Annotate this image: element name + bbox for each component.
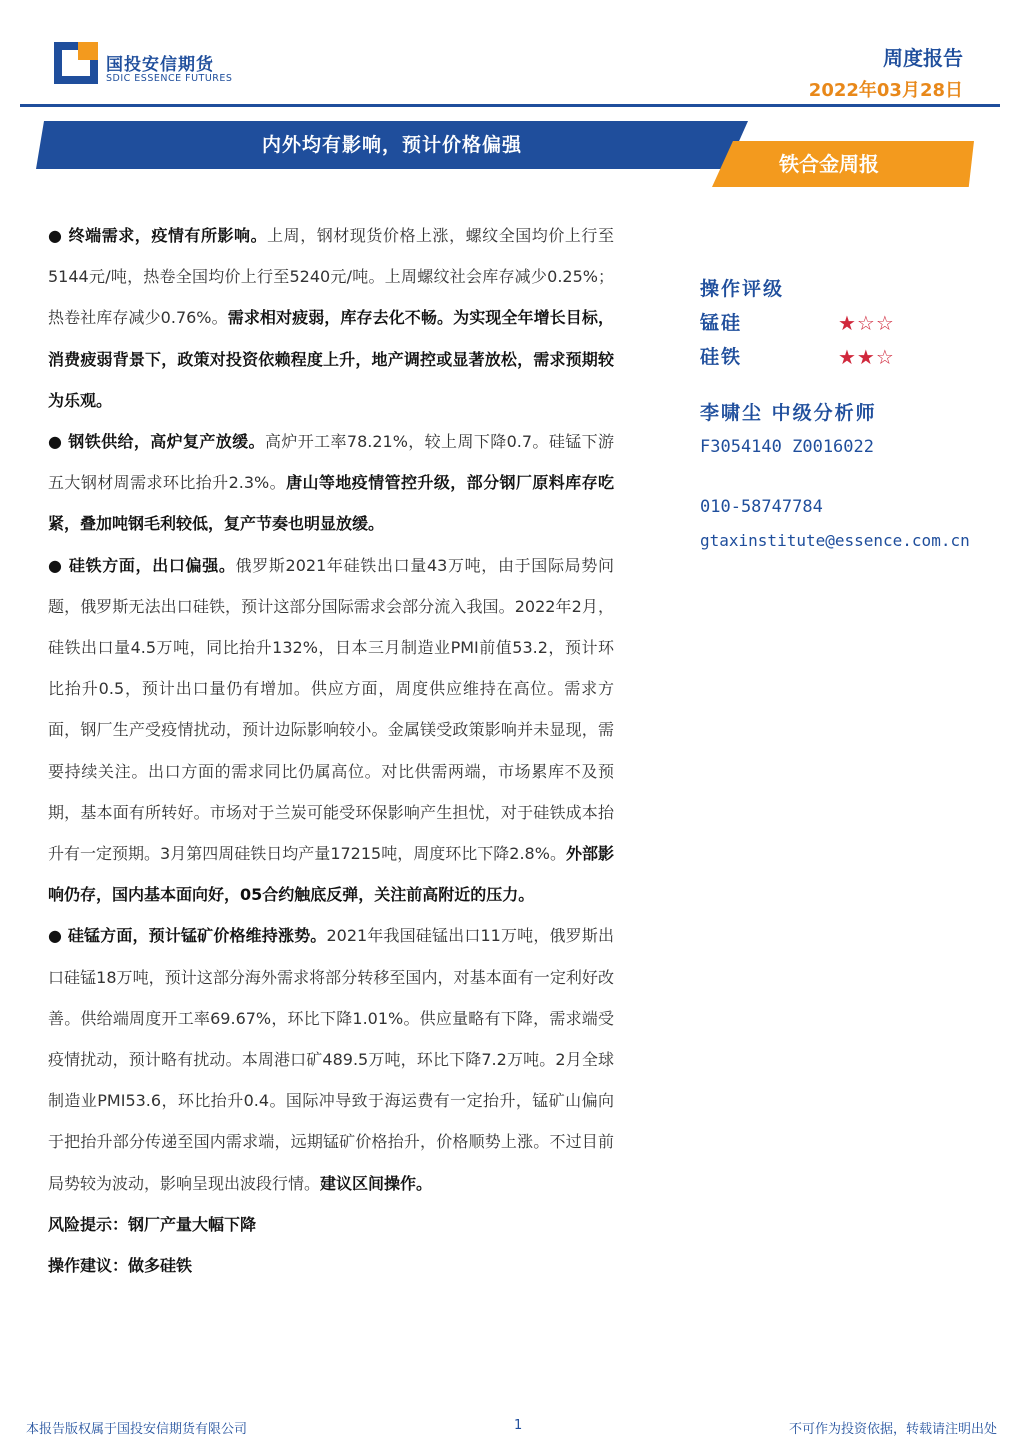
star-rating: ★☆☆ bbox=[838, 311, 895, 335]
paragraph-conclusion: 唐山等地疫情管控升级，部分钢厂原料库存吃紧，叠加吨钢毛利较低，复产节奏也明显放缓。 bbox=[48, 473, 614, 534]
paragraph-heading: ● 硅锰方面，预计锰矿价格维持涨势。 bbox=[48, 926, 327, 946]
risk-warning: 风险提示：钢厂产量大幅下降 bbox=[48, 1214, 257, 1234]
rating-row-ferrosilicon bbox=[700, 340, 1020, 374]
paragraph-silicomanganese bbox=[48, 915, 614, 1203]
analyst-name: 李啸尘 中级分析师 bbox=[700, 402, 877, 424]
report-body bbox=[48, 215, 614, 1286]
page-number: 1 bbox=[514, 1418, 523, 1433]
report-date: 2022年03月28日 bbox=[808, 80, 963, 101]
contact-phone: 010-58747784 bbox=[700, 497, 823, 517]
paragraph-demand bbox=[48, 215, 614, 421]
paragraph-text: 上周，钢材现货价格上涨，螺纹全国均价上行至5144元/吨，热卷全国均价上行至5240元/吨。上周螺纹社会库存减少0.25%；热卷社库存减少0.76%。 bbox=[48, 226, 614, 328]
company-logo bbox=[54, 42, 98, 84]
rating-product-name: 锰硅 bbox=[700, 312, 743, 334]
paragraph-ferrosilicon bbox=[48, 545, 614, 916]
paragraph-heading: ● 钢铁供给，高炉复产放缓。 bbox=[48, 432, 265, 452]
paragraph-conclusion: 外部影响仍存，国内基本面向好，05合约触底反弹，关注前高附近的压力。 bbox=[48, 844, 614, 905]
star-rating: ★★☆ bbox=[838, 345, 895, 369]
brand-name-cn: 国投安信期货 bbox=[106, 55, 214, 75]
report-title: 内外均有影响，预计价格偏强 bbox=[261, 134, 522, 156]
footer-copyright: 本报告版权属于国投安信期货有限公司 bbox=[26, 1422, 248, 1437]
sidebar bbox=[700, 272, 1020, 558]
paragraph-conclusion: 需求相对疲弱，库存去化不畅。为实现全年增长目标，消费疲弱背景下，政策对投资依赖程度上升，地产调控或显著放松，需求预期较为乐观。 bbox=[48, 308, 614, 410]
rating-row-silicomanganese bbox=[700, 306, 1020, 340]
footer-disclaimer: 不可作为投资依据，转载请注明出处 bbox=[788, 1422, 997, 1437]
report-type: 周度报告 bbox=[883, 46, 963, 70]
paragraph-text: 俄罗斯2021年硅铁出口量43万吨，由于国际局势问题，俄罗斯无法出口硅铁，预计这部分国际需求会部分流入我国。2022年2月，硅铁出口量4.5万吨，同比抬升132%，日本三月制造业PMI前值53.2，预计环比抬升0.5，预计出口量仍有增加。供应方面，周度供应维持在高位。需求方面，钢厂生产受疫情扰动，预计边际影响较小。金属镁受政策影响并未显现，需要持续关注。出口方面的需求同比仍属高位。对比供需两端，市场累库不及预期，基本面有所转好。市场对于兰炭可能受环保影响产生担忧，对于硅铁成本抬升有一定预期。3月第四周硅铁日均产量17215吨，周度环比下降2.8%。 bbox=[48, 555, 614, 864]
report-category-tag: 铁合金周报 bbox=[779, 152, 879, 176]
paragraph-conclusion: 建议区间操作。 bbox=[320, 1173, 433, 1193]
brand-name-en: SDIC ESSENCE FUTURES bbox=[106, 73, 233, 84]
paragraph-heading: ● 硅铁方面，出口偏强。 bbox=[48, 555, 236, 575]
analyst-license-codes: F3054140 Z0016022 bbox=[700, 437, 874, 457]
paragraph-text: 2021年我国硅锰出口11万吨，俄罗斯出口硅锰18万吨，预计这部分海外需求将部分转移至国内，对基本面有一定利好改善。供给端周度开工率69.67%，环比下降1.01%。供应量略有下降，需求端受疫情扰动，预计略有扰动。本周港口矿489.5万吨，环比下降7.2万吨。2月全球制造业PMI53.6，环比抬升0.4。国际冲导致于海运费有一定抬升，锰矿山偏向于把抬升部分传递至国内需求端，远期锰矿价格抬升，价格顺势上涨。不过目前局势较为波动，影响呈现出波段行情。 bbox=[48, 926, 614, 1193]
contact-email[interactable]: gtaxinstitute@essence.com.cn bbox=[700, 531, 970, 550]
trade-advice: 操作建议：做多硅铁 bbox=[48, 1256, 193, 1276]
paragraph-steel-supply bbox=[48, 421, 614, 545]
rating-product-name: 硅铁 bbox=[700, 346, 743, 368]
header-divider bbox=[20, 104, 1000, 107]
paragraph-heading: ● 终端需求，疫情有所影响。 bbox=[48, 226, 268, 245]
rating-heading: 操作评级 bbox=[700, 278, 785, 300]
paragraph-text: 高炉开工率78.21%，较上周下降0.7。硅锰下游五大钢材周需求环比抬升2.3%。 bbox=[48, 432, 614, 493]
